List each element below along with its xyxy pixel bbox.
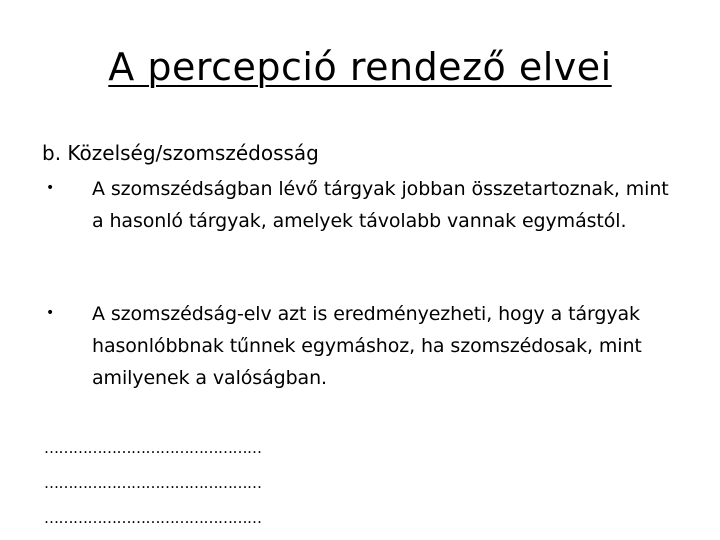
slide-title: A percepció rendező elvei	[108, 45, 612, 89]
dotted-line: ………………………………………	[44, 474, 262, 492]
bullet-marker: •	[46, 180, 55, 196]
bullet-marker: •	[46, 305, 55, 321]
dotted-line: ………………………………………	[44, 509, 262, 527]
dotted-line: ………………………………………	[44, 439, 262, 457]
bullet-text: A szomszédság-elv azt is eredményezheti, hogy a tárgyak hasonlóbbnak tűnnek egymáshoz, ha szomszédosak, mint amilyenek a valóságban.	[92, 303, 642, 389]
bullet-text: A szomszédságban lévő tárgyak jobban összetartoznak, mint a hasonló tárgyak, amelyek távolabb vannak egymástól.	[92, 178, 669, 232]
slide-subtitle: b. Közelség/szomszédosság	[42, 141, 319, 165]
